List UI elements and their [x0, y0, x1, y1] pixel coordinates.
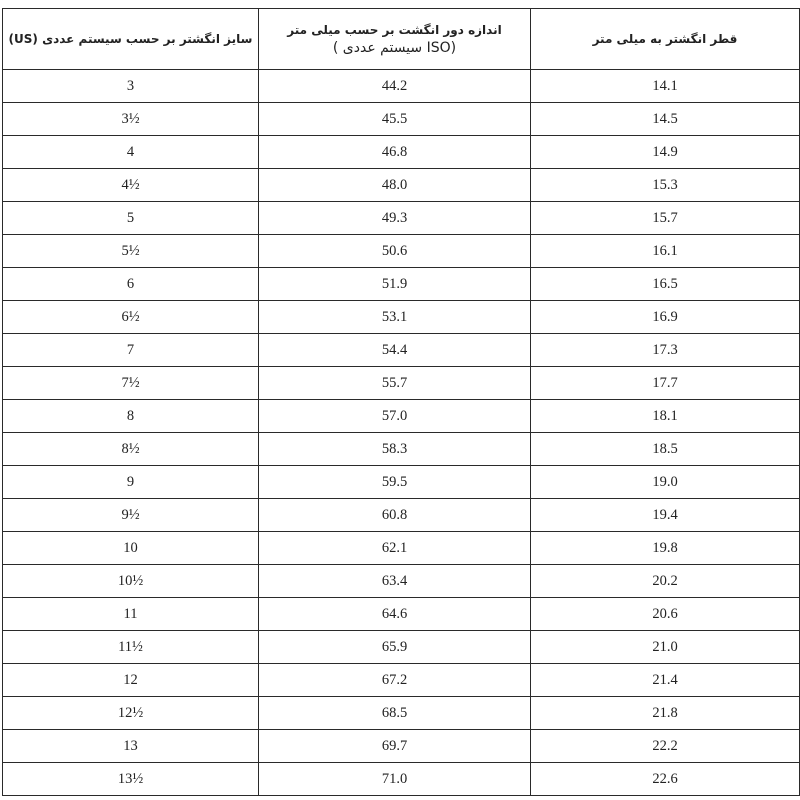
- cell-diameter: 21.0: [531, 631, 800, 664]
- cell-us-size: 10: [3, 532, 259, 565]
- cell-diameter: 15.3: [531, 169, 800, 202]
- cell-circumference: 49.3: [259, 202, 531, 235]
- cell-circumference: 64.6: [259, 598, 531, 631]
- table-row: [3, 598, 800, 631]
- table-row: [3, 730, 800, 763]
- table-row: [3, 763, 800, 796]
- header-us-size: سایز انگشتر بر حسب سیستم عددی (US): [3, 9, 259, 70]
- cell-us-size: 3½: [3, 103, 259, 136]
- cell-circumference: 46.8: [259, 136, 531, 169]
- cell-diameter: 19.4: [531, 499, 800, 532]
- cell-us-size: 6½: [3, 301, 259, 334]
- cell-diameter: 14.5: [531, 103, 800, 136]
- table-row: [3, 334, 800, 367]
- cell-diameter: 20.2: [531, 565, 800, 598]
- cell-us-size: 4½: [3, 169, 259, 202]
- header-circumference: [259, 9, 531, 70]
- cell-circumference: 45.5: [259, 103, 531, 136]
- cell-circumference: 58.3: [259, 433, 531, 466]
- cell-circumference: 69.7: [259, 730, 531, 763]
- cell-diameter: 14.1: [531, 70, 800, 103]
- cell-us-size: 9½: [3, 499, 259, 532]
- header-diameter: قطر انگشتر به میلی متر: [531, 9, 800, 70]
- cell-circumference: 44.2: [259, 70, 531, 103]
- table-row: [3, 499, 800, 532]
- cell-diameter: 22.6: [531, 763, 800, 796]
- table-row: [3, 433, 800, 466]
- table-row: [3, 235, 800, 268]
- cell-diameter: 16.1: [531, 235, 800, 268]
- cell-us-size: 7: [3, 334, 259, 367]
- cell-diameter: 22.2: [531, 730, 800, 763]
- table-row: [3, 70, 800, 103]
- cell-diameter: 17.3: [531, 334, 800, 367]
- cell-us-size: 7½: [3, 367, 259, 400]
- cell-diameter: 20.6: [531, 598, 800, 631]
- table-row: [3, 532, 800, 565]
- header-circumference-line2: (ISO سیستم عددی ): [332, 40, 457, 56]
- cell-circumference: 65.9: [259, 631, 531, 664]
- table-row: [3, 367, 800, 400]
- cell-diameter: 21.4: [531, 664, 800, 697]
- cell-diameter: 21.8: [531, 697, 800, 730]
- table-row: [3, 103, 800, 136]
- table-row: [3, 400, 800, 433]
- cell-circumference: 48.0: [259, 169, 531, 202]
- cell-us-size: 9: [3, 466, 259, 499]
- cell-us-size: 6: [3, 268, 259, 301]
- cell-us-size: 13½: [3, 763, 259, 796]
- cell-us-size: 5: [3, 202, 259, 235]
- cell-circumference: 51.9: [259, 268, 531, 301]
- table-row: [3, 664, 800, 697]
- cell-diameter: 19.0: [531, 466, 800, 499]
- cell-diameter: 18.5: [531, 433, 800, 466]
- cell-diameter: 17.7: [531, 367, 800, 400]
- cell-us-size: 3: [3, 70, 259, 103]
- cell-circumference: 55.7: [259, 367, 531, 400]
- cell-us-size: 5½: [3, 235, 259, 268]
- cell-diameter: 14.9: [531, 136, 800, 169]
- header-row: [3, 9, 800, 70]
- cell-circumference: 54.4: [259, 334, 531, 367]
- table-row: [3, 697, 800, 730]
- cell-us-size: 8½: [3, 433, 259, 466]
- cell-us-size: 12½: [3, 697, 259, 730]
- table-row: [3, 466, 800, 499]
- cell-circumference: 53.1: [259, 301, 531, 334]
- cell-diameter: 16.5: [531, 268, 800, 301]
- cell-circumference: 68.5: [259, 697, 531, 730]
- table-row: [3, 202, 800, 235]
- table-row: [3, 565, 800, 598]
- cell-diameter: 19.8: [531, 532, 800, 565]
- cell-circumference: 59.5: [259, 466, 531, 499]
- cell-circumference: 62.1: [259, 532, 531, 565]
- table-row: [3, 268, 800, 301]
- cell-circumference: 67.2: [259, 664, 531, 697]
- cell-us-size: 12: [3, 664, 259, 697]
- cell-circumference: 60.8: [259, 499, 531, 532]
- table-row: [3, 631, 800, 664]
- cell-us-size: 13: [3, 730, 259, 763]
- cell-us-size: 11½: [3, 631, 259, 664]
- ring-size-table: [2, 8, 800, 796]
- cell-diameter: 15.7: [531, 202, 800, 235]
- cell-us-size: 8: [3, 400, 259, 433]
- cell-us-size: 10½: [3, 565, 259, 598]
- header-circumference-line1: اندازه دور انگشت بر حسب میلی متر: [287, 23, 502, 37]
- table-body: [3, 70, 800, 796]
- table-row: [3, 169, 800, 202]
- cell-circumference: 50.6: [259, 235, 531, 268]
- cell-us-size: 4: [3, 136, 259, 169]
- cell-us-size: 11: [3, 598, 259, 631]
- cell-diameter: 18.1: [531, 400, 800, 433]
- table-row: [3, 301, 800, 334]
- cell-diameter: 16.9: [531, 301, 800, 334]
- table-row: [3, 136, 800, 169]
- cell-circumference: 71.0: [259, 763, 531, 796]
- cell-circumference: 63.4: [259, 565, 531, 598]
- cell-circumference: 57.0: [259, 400, 531, 433]
